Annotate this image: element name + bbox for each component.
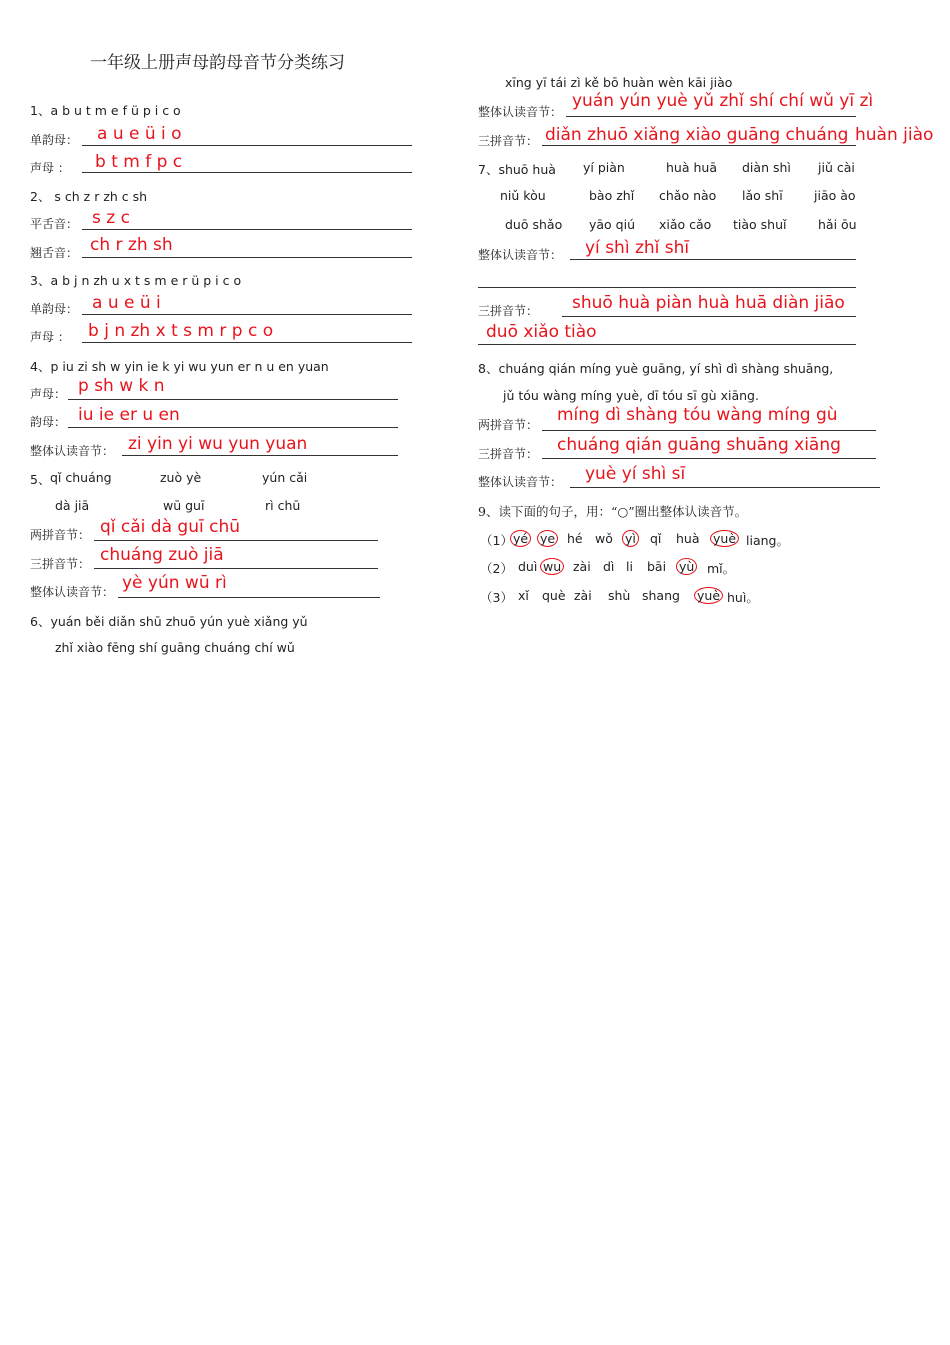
q8-answer-three: chuáng qián guāng shuāng xiāng: [557, 435, 841, 455]
syllable: dì: [603, 559, 615, 574]
q8-label-three: 三拼音节：: [478, 447, 539, 461]
q5-number: 5、: [30, 472, 51, 487]
circled-syllable: yuè: [694, 587, 723, 604]
syllable: zài: [574, 588, 592, 603]
q8-label-whole: 整体认读音节：: [478, 475, 563, 489]
q6-line3: xīng yī tái zì kě bō huàn wèn kāi jiào: [505, 75, 733, 90]
q2-answer-flat: s z c: [92, 208, 130, 228]
q4-prompt: 4、p iu zi sh w yin ie k yi wu yun er n u en yuan: [30, 359, 329, 374]
syllable: li: [626, 559, 633, 574]
q7-word: niǔ kòu: [500, 188, 546, 203]
q5-word: dà jiā: [55, 498, 90, 513]
q7-word: yí piàn: [583, 160, 625, 175]
answer-line: [82, 314, 412, 315]
q7-word: yāo qiú: [589, 217, 636, 232]
q7-label-whole: 整体认读音节：: [478, 248, 563, 262]
answer-line: [118, 597, 380, 598]
q5-answer-whole: yè yún wū rì: [122, 573, 227, 593]
q8-label-two: 两拼音节：: [478, 418, 539, 432]
q1-answer-vowels: a u e ü i o: [97, 124, 182, 144]
q7-word: duō shǎo: [505, 217, 563, 232]
q5-word: wū guī: [163, 498, 205, 513]
q7-word: tiào shuǐ: [733, 217, 787, 232]
q6-line2: zhǐ xiào fēng shí guāng chuáng chí wǔ: [55, 640, 295, 655]
answer-line: [570, 487, 880, 488]
circled-syllable: wu: [540, 558, 564, 575]
q7-word: xiǎo cǎo: [659, 217, 712, 232]
q7-answer-three: shuō huà piàn huà huā diàn jiāo: [572, 293, 845, 313]
q5-word: yún cǎi: [262, 470, 308, 485]
circled-syllable: yuè: [710, 530, 739, 547]
syllable: xǐ: [518, 588, 529, 603]
q6-answer-whole: yuán yún yuè yǔ zhǐ shí chí wǔ yī zì: [572, 91, 874, 111]
syllable: shù: [608, 588, 631, 603]
q7-answer-whole: yí shì zhǐ shī: [585, 238, 690, 258]
q6-label-three: 三拼音节：: [478, 134, 539, 148]
q6-label-whole: 整体认读音节：: [478, 105, 563, 119]
syllable: wǒ: [595, 531, 613, 546]
q2-label-retroflex: 翘舌音：: [30, 246, 79, 260]
q5-answer-three: chuáng zuò jiā: [100, 545, 224, 565]
syllable: huì。: [727, 590, 759, 605]
q4-answer-initials: p sh w k n: [78, 376, 165, 396]
q9-num: （3）: [480, 590, 513, 605]
q4-label-initials: 声母：: [30, 387, 67, 401]
q3-label-vowels: 单韵母：: [30, 302, 79, 316]
q5-label-whole: 整体认读音节：: [30, 585, 115, 599]
q2-label-flat: 平舌音：: [30, 217, 79, 231]
q8-line2: jǔ tóu wàng míng yuè, dī tóu sī gù xiāng.: [503, 388, 759, 403]
syllable: mǐ。: [707, 561, 736, 576]
q7-word: jiǔ cài: [818, 160, 855, 175]
answer-line: [542, 430, 876, 431]
syllable: què: [542, 588, 566, 603]
circled-syllable: yì: [622, 530, 639, 547]
q2-answer-retroflex: ch r zh sh: [90, 235, 173, 255]
syllable: hé: [567, 531, 583, 546]
answer-line: [570, 259, 856, 260]
syllable: qǐ: [650, 531, 662, 546]
answer-line: [82, 257, 412, 258]
q7-label-three: 三拼音节：: [478, 304, 539, 318]
q5-label-two: 两拼音节：: [30, 528, 91, 542]
q7-word: bào zhǐ: [589, 188, 635, 203]
q1-answer-initials: b t m f p c: [95, 152, 183, 172]
q4-answer-whole: zi yin yi wu yun yuan: [128, 434, 308, 454]
q7-word: 7、shuō huà: [478, 162, 556, 177]
answer-line: [562, 316, 856, 317]
q4-label-finals: 韵母：: [30, 415, 67, 429]
syllable: shang: [642, 588, 680, 603]
q1-prompt: 1、a b u t m e f ü p i c o: [30, 103, 181, 118]
answer-line: [122, 455, 398, 456]
q3-prompt: 3、a b j n zh u x t s m e r ü p i c o: [30, 273, 242, 288]
q3-answer-vowels: a u e ü i: [92, 293, 161, 313]
answer-line: [82, 229, 412, 230]
circled-syllable: ye: [537, 530, 558, 547]
answer-line: [542, 145, 856, 146]
q5-word: rì chū: [265, 498, 301, 513]
q6-line1: 6、yuán běi diǎn shū zhuō yún yuè xiǎng yǔ: [30, 614, 308, 629]
syllable: bāi: [647, 559, 667, 574]
syllable: zài: [573, 559, 591, 574]
q1-label-vowels: 单韵母：: [30, 133, 79, 147]
q7-word: huà huā: [666, 160, 717, 175]
q3-label-initials: 声母 ：: [30, 330, 70, 344]
answer-line: [82, 145, 412, 146]
q7-word: hǎi ōu: [818, 217, 857, 232]
syllable: huà: [676, 531, 700, 546]
circled-syllable: yù: [676, 558, 697, 575]
q6-answer-three-cont: huàn jiào: [855, 125, 934, 145]
answer-line: [82, 342, 412, 343]
q5-answer-two: qǐ cǎi dà guī chū: [100, 517, 241, 537]
circled-syllable: yé: [510, 530, 531, 547]
q5-word: qǐ chuáng: [50, 470, 112, 485]
answer-line: [94, 568, 378, 569]
q7-word: diàn shì: [742, 160, 791, 175]
q1-label-initials: 声母 ：: [30, 161, 70, 175]
q7-word: lǎo shī: [742, 188, 783, 203]
q3-answer-initials: b j n zh x t s m r p c o: [88, 321, 274, 341]
q9-num: （1）: [480, 533, 513, 548]
q7-word: jiāo ào: [814, 188, 856, 203]
answer-line: [94, 540, 378, 541]
q6-answer-three: diǎn zhuō xiǎng xiào guāng chuáng: [545, 125, 849, 145]
answer-line: [68, 399, 398, 400]
q9-prompt: 9、读下面的句子，用：“○”圈出整体认读音节。: [478, 504, 748, 519]
page-title: 一年级上册声母韵母音节分类练习: [90, 53, 345, 73]
q7-word: chǎo nào: [659, 188, 717, 203]
q4-answer-finals: iu ie er u en: [78, 405, 180, 425]
syllable: duì: [518, 559, 538, 574]
answer-line: [82, 172, 412, 173]
q4-label-whole: 整体认读音节：: [30, 444, 115, 458]
q9-num: （2）: [480, 561, 513, 576]
q2-prompt: 2、 s ch z r zh c sh: [30, 189, 148, 204]
q7-answer-three-cont: duō xiǎo tiào: [486, 322, 597, 342]
answer-line: [478, 344, 856, 345]
answer-line: [566, 116, 856, 117]
q8-line1: 8、chuáng qián míng yuè guāng, yí shì dì shàng shuāng,: [478, 361, 834, 376]
q8-answer-two: míng dì shàng tóu wàng míng gù: [557, 405, 838, 425]
answer-line: [478, 287, 856, 288]
q5-word: zuò yè: [160, 470, 202, 485]
q8-answer-whole: yuè yí shì sī: [585, 464, 686, 484]
answer-line: [542, 458, 876, 459]
syllable: liang。: [746, 533, 789, 548]
answer-line: [68, 427, 398, 428]
q5-label-three: 三拼音节：: [30, 557, 91, 571]
